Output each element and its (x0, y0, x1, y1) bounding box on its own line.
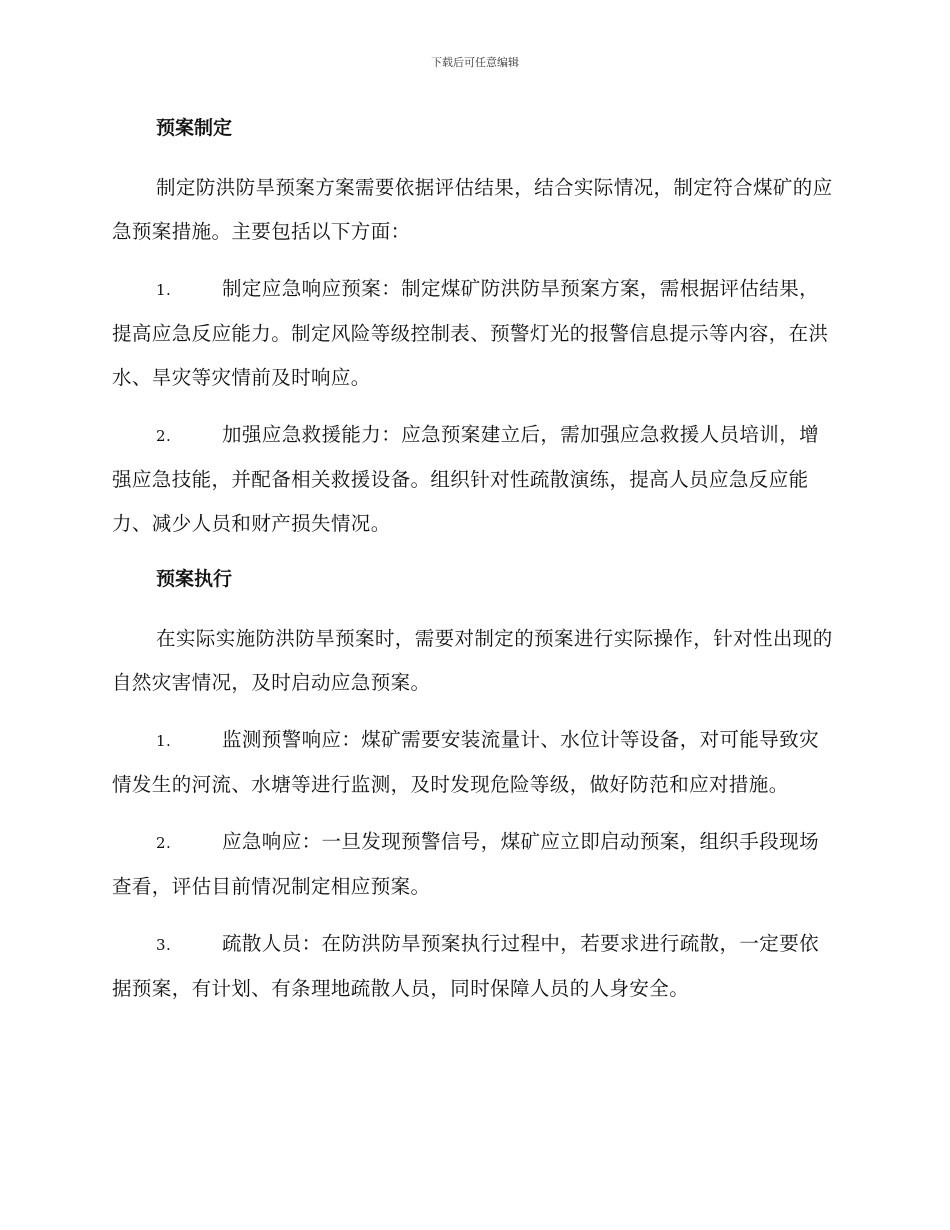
section-heading: 预案制定 (156, 117, 233, 139)
list-item-number: 1. (156, 281, 172, 299)
list-item-number: 2. (156, 427, 172, 445)
list-item-text: 加强应急救援能力：应急预案建立后，需加强应急救援人员培训，增强应急技能，并配备相关救援设备。组织针对性疏散演练，提高人员应急反应能力、减少人员和财产损失情况。 (112, 423, 820, 535)
list-item-text: 应急响应：一旦发现预警信号，煤矿应立即启动预案，组织手段现场查看，评估目前情况制定相应预案。 (112, 830, 820, 898)
list-item (112, 922, 834, 1011)
list-item-number: 1. (156, 732, 172, 750)
section-plan-execution (112, 563, 834, 1011)
list-item (112, 718, 834, 807)
page-header-note: 下载后可任意编辑 (431, 56, 519, 69)
list-item (112, 267, 834, 400)
list-item (112, 413, 834, 546)
section-plan-formulation (112, 112, 834, 546)
section-intro-paragraph: 制定防洪防旱预案方案需要依据评估结果，结合实际情况，制定符合煤矿的应急预案措施。主要包括以下方面： (112, 176, 833, 243)
list-item-text: 疏散人员：在防洪防旱预案执行过程中，若要求进行疏散，一定要依据预案，有计划、有条理地疏散人员，同时保障人员的人身安全。 (112, 932, 820, 1000)
list-item (112, 820, 834, 909)
section-intro-paragraph: 在实际实施防洪防旱预案时，需要对制定的预案进行实际操作，针对性出现的自然灾害情况，及时启动应急预案。 (112, 627, 833, 694)
list-item-text: 监测预警响应：煤矿需要安装流量计、水位计等设备，对可能导致灾情发生的河流、水塘等进行监测，及时发现危险等级，做好防范和应对措施。 (112, 728, 820, 796)
document-body (112, 112, 834, 1024)
section-heading: 预案执行 (156, 568, 233, 590)
list-item-number: 3. (156, 936, 172, 954)
list-item-number: 2. (156, 834, 172, 852)
list-item-text: 制定应急响应预案：制定煤矿防洪防旱预案方案，需根据评估结果，提高应急反应能力。制定风险等级控制表、预警灯光的报警信息提示等内容，在洪水、旱灾等灾情前及时响应。 (112, 277, 829, 389)
